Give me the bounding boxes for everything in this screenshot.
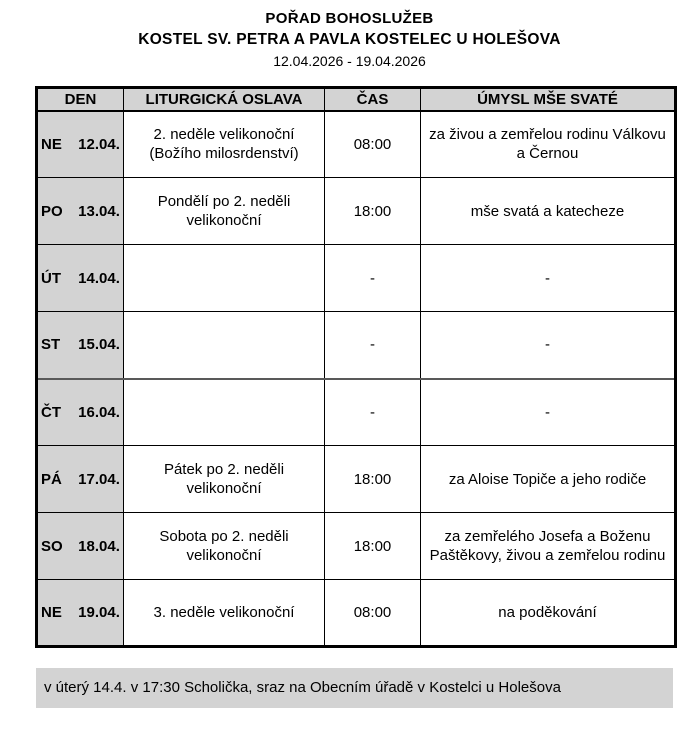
day-date: 12.04. <box>78 135 120 153</box>
column-header-cas: ČAS <box>325 88 421 111</box>
intention-cell: na poděkování <box>421 580 676 647</box>
page-title: POŘAD BOHOSLUŽEB <box>265 10 434 27</box>
day-abbr: ST <box>41 336 61 354</box>
time-cell: 18:00 <box>325 513 421 580</box>
day-date: 18.04. <box>78 537 120 555</box>
day-cell <box>37 178 124 245</box>
day-cell <box>37 111 124 178</box>
day-cell <box>37 312 124 379</box>
day-cell <box>37 580 124 647</box>
time-cell: 08:00 <box>325 580 421 647</box>
day-abbr: NE <box>41 135 62 153</box>
table-row-so-18 <box>37 513 676 580</box>
time-cell: - <box>325 379 421 446</box>
day-date: 14.04. <box>78 269 120 287</box>
day-date: 13.04. <box>78 202 120 220</box>
table-row-po-13 <box>37 178 676 245</box>
page-subtitle-church: KOSTEL SV. PETRA A PAVLA KOSTELEC U HOLEŠOVA <box>138 31 561 48</box>
intention-cell: za zemřelého Josefa a Boženu Paštěkovy, živou a zemřelou rodinu <box>421 513 676 580</box>
celebration-cell <box>124 379 325 446</box>
day-abbr: ČT <box>41 403 61 421</box>
time-cell: 08:00 <box>325 111 421 178</box>
day-abbr: NE <box>41 604 62 621</box>
intention-cell: za živou a zemřelou rodinu Válkovu a Černou <box>421 111 676 178</box>
schedule-table <box>35 86 677 648</box>
day-abbr: ÚT <box>41 269 61 287</box>
day-cell <box>37 245 124 312</box>
day-date: 17.04. <box>78 470 120 488</box>
day-cell <box>37 379 124 446</box>
celebration-cell <box>124 245 325 312</box>
table-row-ut-14 <box>37 245 676 312</box>
time-cell: 18:00 <box>325 178 421 245</box>
celebration-cell: Sobota po 2. neděli velikonoční <box>124 513 325 580</box>
footer-note: v úterý 14.4. v 17:30 Scholička, sraz na Obecním úřadě v Kostelci u Holešova <box>36 668 673 708</box>
intention-cell: - <box>421 245 676 312</box>
celebration-cell: Pátek po 2. neděli velikonoční <box>124 446 325 513</box>
table-row-st-15 <box>37 312 676 379</box>
celebration-cell: 3. neděle velikonoční <box>124 580 325 647</box>
intention-cell: - <box>421 379 676 446</box>
day-cell <box>37 513 124 580</box>
day-cell <box>37 446 124 513</box>
time-cell: - <box>325 245 421 312</box>
column-header-oslava: LITURGICKÁ OSLAVA <box>124 88 325 111</box>
table-row-ne-19 <box>37 580 676 647</box>
intention-cell: mše svatá a katecheze <box>421 178 676 245</box>
document-header <box>0 0 699 71</box>
day-date: 15.04. <box>78 336 120 354</box>
table-row-ne-12 <box>37 111 676 178</box>
table-row-ct-16 <box>37 379 676 446</box>
table-row-pa-17 <box>37 446 676 513</box>
day-abbr: PÁ <box>41 470 62 488</box>
celebration-cell: 2. neděle velikonoční (Božího milosrdenství) <box>124 111 325 178</box>
column-header-den: DEN <box>37 88 124 111</box>
intention-cell: - <box>421 312 676 379</box>
time-cell: - <box>325 312 421 379</box>
day-abbr: PO <box>41 202 63 220</box>
column-header-umysl: ÚMYSL MŠE SVATÉ <box>421 88 676 111</box>
day-abbr: SO <box>41 537 63 555</box>
table-header-row <box>37 88 676 111</box>
day-date: 19.04. <box>78 604 120 621</box>
celebration-cell: Pondělí po 2. neděli velikonoční <box>124 178 325 245</box>
time-cell: 18:00 <box>325 446 421 513</box>
celebration-cell <box>124 312 325 379</box>
date-range: 12.04.2026 - 19.04.2026 <box>273 53 426 69</box>
intention-cell: za Aloise Topiče a jeho rodiče <box>421 446 676 513</box>
day-date: 16.04. <box>78 403 120 421</box>
